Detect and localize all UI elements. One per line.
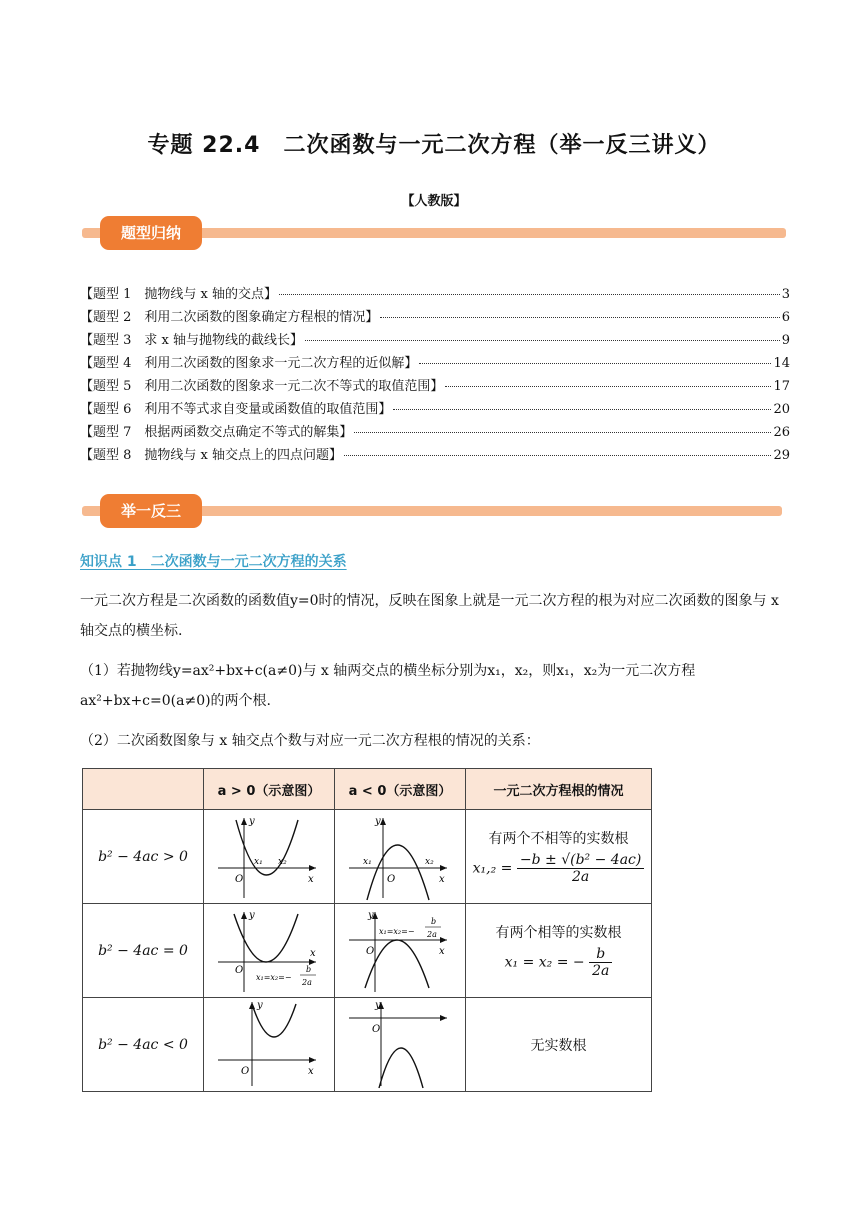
fraction-numerator: b xyxy=(306,965,312,974)
graph-cell xyxy=(335,904,466,998)
table-header xyxy=(83,769,204,810)
toc-item[interactable] xyxy=(80,444,790,467)
section-badge-practice: 举一反三 xyxy=(100,494,202,528)
formula-lhs: x₁ = x₂ = − xyxy=(504,954,585,971)
toc-label: 【题型 3 求 x 轴与抛物线的截线长】 xyxy=(80,333,303,348)
paragraph: （1）若抛物线y=ax²+bx+c(a≠0)与 x 轴两交点的横坐标分别为x₁，x₂，则x₁，x₂为一元二次方程ax²+bx+c=0(a≠0)的两个根. xyxy=(80,663,696,709)
graph-cell xyxy=(204,810,335,904)
toc-item[interactable] xyxy=(80,329,790,352)
toc-page: 29 xyxy=(773,448,790,463)
root-description-cell xyxy=(466,998,652,1092)
toc-leader xyxy=(380,316,779,318)
toc-leader xyxy=(445,385,771,387)
graph-cell xyxy=(335,810,466,904)
root-description-cell xyxy=(466,904,652,998)
origin-label: O xyxy=(235,874,244,885)
x-axis-label: x xyxy=(308,874,314,885)
parabola-down-one-root-graph xyxy=(335,904,465,997)
formula-denominator: 2a xyxy=(592,963,610,979)
toc-item[interactable] xyxy=(80,283,790,306)
toc-page: 6 xyxy=(781,310,790,325)
toc-page: 17 xyxy=(773,379,790,394)
toc-label: 【题型 6 利用不等式求自变量或函数值的取值范围】 xyxy=(80,402,392,417)
double-root-label: x₁=x₂=− xyxy=(379,927,415,936)
formula-numerator: b xyxy=(589,946,612,963)
x-axis-label: x xyxy=(439,946,445,957)
toc-label: 【题型 5 利用二次函数的图象求一元二次不等式的取值范围】 xyxy=(80,379,444,394)
toc-page: 26 xyxy=(773,425,790,440)
x-axis-label: x xyxy=(308,1066,314,1077)
edition-label: 【人教版】 xyxy=(401,194,467,209)
toc-item[interactable] xyxy=(80,421,790,444)
formula-denominator: 2a xyxy=(571,869,590,885)
formula-fraction xyxy=(589,946,612,979)
y-axis-label: y xyxy=(249,910,255,921)
table-of-contents xyxy=(80,283,790,467)
paragraph: （2）二次函数图象与 x 轴交点个数与对应一元二次方程根的情况的关系： xyxy=(80,733,540,749)
formula-numerator: −b ± √(b² − 4ac) xyxy=(517,852,644,869)
paragraph: 一元二次方程是二次函数的函数值y=0时的情况，反映在图象上就是一元二次方程的根为对应二次函数的图象与 x 轴交点的横坐标. xyxy=(80,593,779,639)
graph-cell xyxy=(204,904,335,998)
table-row xyxy=(83,810,652,904)
x-axis-label: x xyxy=(439,874,445,885)
parabola-up-one-root-graph xyxy=(204,904,334,997)
root-x2-label: x₂ xyxy=(425,857,434,867)
page-title: 专题 22.4 二次函数与一元二次方程（举一反三讲义） xyxy=(147,133,721,158)
toc-item[interactable] xyxy=(80,398,790,421)
origin-label: O xyxy=(372,1024,381,1035)
table-header-row xyxy=(83,769,652,810)
parabola-down-two-roots-graph xyxy=(335,810,465,903)
discriminant-condition: b² − 4ac < 0 xyxy=(83,998,204,1092)
y-axis-label: y xyxy=(257,1000,263,1011)
root-x2-label: x₂ xyxy=(278,857,287,867)
y-axis-label: y xyxy=(368,910,374,921)
toc-leader xyxy=(419,362,771,364)
root-description: 无实数根 xyxy=(530,1037,587,1054)
toc-leader xyxy=(354,431,771,433)
toc-label: 【题型 8 抛物线与 x 轴交点上的四点问题】 xyxy=(80,448,342,463)
toc-label: 【题型 7 根据两函数交点确定不等式的解集】 xyxy=(80,425,353,440)
roots-table xyxy=(82,768,652,1092)
origin-label: O xyxy=(387,874,396,885)
discriminant-condition: b² − 4ac = 0 xyxy=(83,904,204,998)
y-axis-label: y xyxy=(375,816,381,827)
fraction-denominator: 2a xyxy=(302,978,312,987)
toc-page: 3 xyxy=(781,287,790,302)
root-description: 有两个不相等的实数根 xyxy=(488,831,629,847)
toc-page: 9 xyxy=(781,333,790,348)
table-header: 一元二次方程根的情况 xyxy=(466,769,652,810)
toc-item[interactable] xyxy=(80,306,790,329)
fraction-numerator: b xyxy=(431,917,437,926)
section-badge-types: 题型归纳 xyxy=(100,216,202,250)
origin-label: O xyxy=(366,946,375,957)
toc-label: 【题型 4 利用二次函数的图象求一元二次方程的近似解】 xyxy=(80,356,418,371)
quadratic-formula xyxy=(466,852,651,885)
table-header: a < 0（示意图） xyxy=(335,769,466,810)
discriminant-condition: b² − 4ac > 0 xyxy=(83,810,204,904)
toc-item[interactable] xyxy=(80,352,790,375)
toc-item[interactable] xyxy=(80,375,790,398)
y-axis-label: y xyxy=(249,816,255,827)
graph-cell xyxy=(335,998,466,1092)
toc-leader xyxy=(279,293,780,295)
toc-label: 【题型 1 抛物线与 x 轴的交点】 xyxy=(80,287,277,302)
origin-label: O xyxy=(241,1066,250,1077)
parabola-up-two-roots-graph xyxy=(204,810,334,903)
table-header: a > 0（示意图） xyxy=(204,769,335,810)
double-root-formula xyxy=(466,946,651,979)
toc-leader xyxy=(344,454,771,456)
origin-label: O xyxy=(235,965,244,976)
toc-leader xyxy=(393,408,771,410)
knowledge-point-title: 知识点 1 二次函数与一元二次方程的关系 xyxy=(80,554,347,570)
double-root-label: x₁=x₂=− xyxy=(256,973,292,982)
x-axis-label: x xyxy=(310,948,316,959)
graph-cell xyxy=(204,998,335,1092)
root-x1-label: x₁ xyxy=(363,857,372,867)
toc-page: 20 xyxy=(773,402,790,417)
y-axis-label: y xyxy=(375,1000,381,1011)
root-description-cell xyxy=(466,810,652,904)
toc-label: 【题型 2 利用二次函数的图象确定方程根的情况】 xyxy=(80,310,379,325)
formula-fraction xyxy=(517,852,644,885)
table-row xyxy=(83,904,652,998)
toc-leader xyxy=(305,339,780,341)
root-x1-label: x₁ xyxy=(254,857,263,867)
fraction-denominator: 2a xyxy=(427,930,437,939)
formula-lhs: x₁,₂ = xyxy=(472,860,513,877)
root-description: 有两个相等的实数根 xyxy=(495,925,622,941)
parabola-down-no-root-graph xyxy=(335,998,465,1091)
toc-page: 14 xyxy=(773,356,790,371)
table-row xyxy=(83,998,652,1092)
parabola-up-no-root-graph xyxy=(204,998,334,1091)
